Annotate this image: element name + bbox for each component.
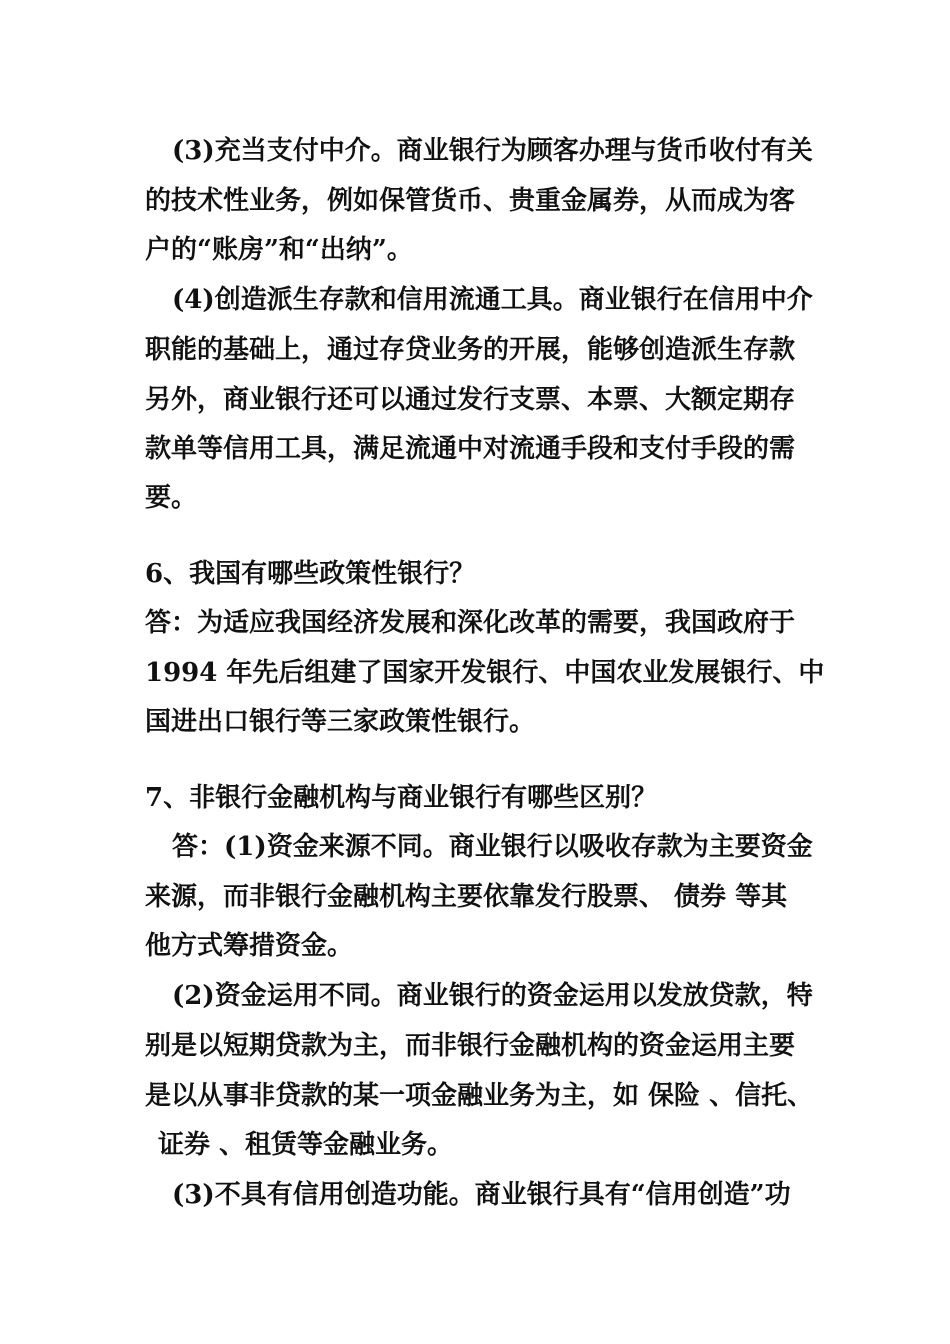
paragraph-line: 另外，商业银行还可以通过发行支票、本票、大额定期存 <box>145 385 796 415</box>
answer-line: (2)资金运用不同。商业银行的资金运用以发放贷款，特 <box>172 981 813 1011</box>
paragraph-line: 的技术性业务，例如保管货币、贵重金属券，从而成为客 <box>145 186 796 216</box>
answer-line: 证券 、租赁等金融业务。 <box>158 1130 454 1160</box>
answer-line: 来源，而非银行金融机构主要依靠发行股票、 债券 等其 <box>145 882 788 912</box>
answer-line: 1994 年先后组建了国家开发银行、中国农业发展银行、中 <box>145 658 825 688</box>
paragraph-line: 款单等信用工具，满足流通中对流通手段和支付手段的需 <box>145 434 796 464</box>
paragraph-line: (3)充当支付中介。商业银行为顾客办理与货币收付有关 <box>172 136 813 166</box>
answer-line: 是以从事非贷款的某一项金融业务为主，如 保险 、信托、 <box>145 1081 814 1111</box>
question-heading: 7、非银行金融机构与商业银行有哪些区别？ <box>145 783 658 813</box>
answer-line: 答：(1)资金来源不同。商业银行以吸收存款为主要资金 <box>172 832 813 862</box>
answer-line: 他方式筹措资金。 <box>145 931 354 961</box>
paragraph-line: 户的“账房”和“出纳”。 <box>145 235 413 265</box>
paragraph-line: 要。 <box>145 483 198 513</box>
answer-line: 别是以短期贷款为主，而非银行金融机构的资金运用主要 <box>145 1031 796 1061</box>
paragraph-line: (4)创造派生存款和信用流通工具。商业银行在信用中介 <box>172 285 813 315</box>
paragraph-line: 职能的基础上，通过存贷业务的开展，能够创造派生存款 <box>145 335 796 365</box>
answer-line: (3)不具有信用创造功能。商业银行具有“信用创造”功 <box>172 1180 791 1210</box>
question-heading: 6、我国有哪些政策性银行？ <box>145 559 476 589</box>
answer-line: 答：为适应我国经济发展和深化改革的需要，我国政府于 <box>145 608 796 638</box>
answer-line: 国进出口银行等三家政策性银行。 <box>145 707 536 737</box>
